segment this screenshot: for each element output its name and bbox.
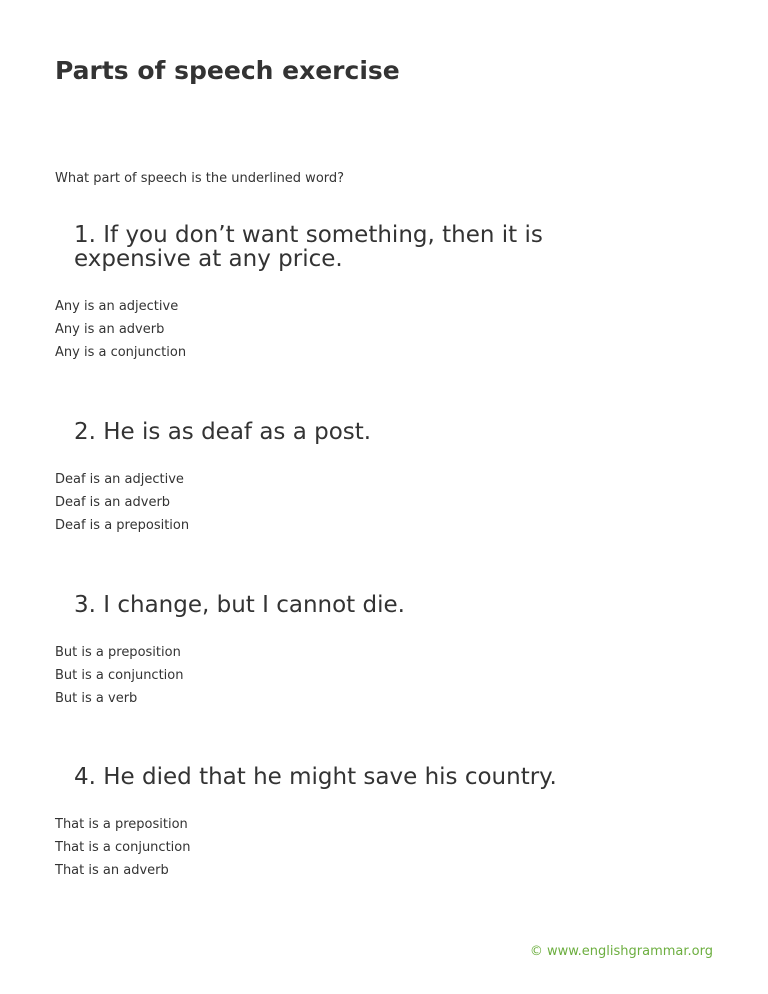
answer-option[interactable]: Deaf is an adverb xyxy=(55,495,171,510)
page-title: Parts of speech exercise xyxy=(55,56,400,85)
answer-option[interactable]: That is an adverb xyxy=(55,863,169,878)
answer-option[interactable]: But is a conjunction xyxy=(55,668,184,683)
question-block-1 xyxy=(55,223,715,364)
question-block-3 xyxy=(55,593,715,710)
answer-options xyxy=(55,468,715,537)
question-text: 3. I change, but I cannot die. xyxy=(74,592,405,618)
answer-option[interactable]: That is a preposition xyxy=(55,817,188,832)
answer-options xyxy=(55,813,715,882)
question-text: 2. He is as deaf as a post. xyxy=(74,419,372,445)
question-block-4 xyxy=(55,765,715,882)
answer-options xyxy=(55,641,715,710)
answer-option[interactable]: Deaf is an adjective xyxy=(55,472,184,487)
instructions: What part of speech is the underlined word? xyxy=(55,171,345,186)
answer-option[interactable]: Any is a conjunction xyxy=(55,345,187,360)
answer-option[interactable]: Any is an adverb xyxy=(55,322,165,337)
footer-copyright-link[interactable]: © www.englishgrammar.org xyxy=(529,944,713,959)
answer-option[interactable]: But is a verb xyxy=(55,691,138,706)
answer-option[interactable]: Any is an adjective xyxy=(55,299,179,314)
answer-options xyxy=(55,295,715,364)
question-text: 1. If you don’t want something, then it is expensive at any price. xyxy=(74,222,543,272)
question-block-2 xyxy=(55,420,715,537)
question-text: 4. He died that he might save his country. xyxy=(74,764,557,790)
answer-option[interactable]: But is a preposition xyxy=(55,645,181,660)
answer-option[interactable]: That is a conjunction xyxy=(55,840,191,855)
answer-option[interactable]: Deaf is a preposition xyxy=(55,518,190,533)
